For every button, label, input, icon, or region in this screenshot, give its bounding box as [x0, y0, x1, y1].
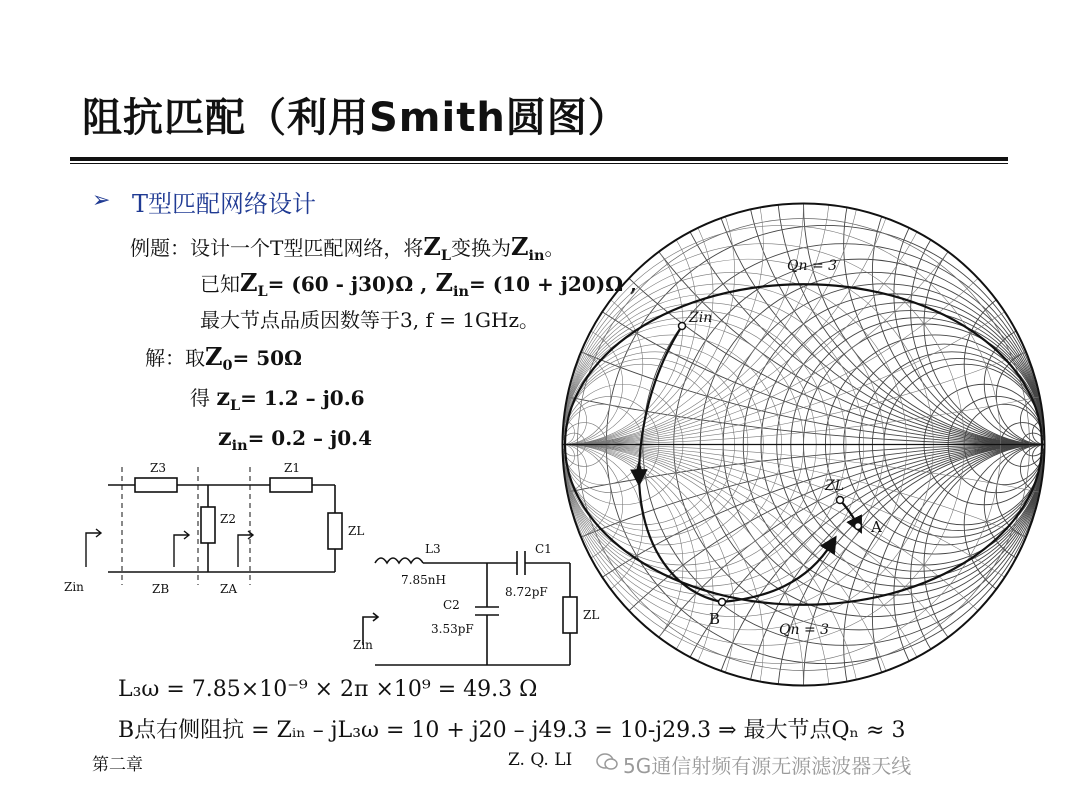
example-period: 。 [544, 236, 565, 260]
example-prompt: 例题：设计一个T型匹配网络，将 [130, 236, 424, 260]
zl-given-value: = (60 - j30)Ω , [267, 272, 428, 296]
chapter-label: 第二章 [92, 755, 143, 775]
solution-line-1: 解：取$Z_0= 50\Omega$ [145, 342, 302, 375]
title-rule-thin [70, 163, 1008, 164]
zin-symbol: Z [511, 232, 529, 261]
c2-label: C2 [443, 598, 460, 612]
c1-label: C1 [535, 542, 552, 556]
equation-b-impedance: B点右侧阻抗 = Zᵢₙ – jL₃ω = 10 + j20 – j49.3 = 10-j29.3 ⇒ 最大节点Qₙ ≈ 3 [118, 718, 906, 743]
a-point-label: A [871, 518, 882, 536]
reactance-circle [894, 143, 1080, 444]
zin-point-label: Zin [689, 310, 713, 326]
z2-label: Z2 [220, 512, 236, 526]
susceptance-circle [81, 0, 1045, 445]
l3-label: L3 [425, 542, 441, 556]
za-label: ZA [220, 582, 238, 596]
c2-value: 3.53pF [431, 622, 474, 636]
example-transform-text: 变换为 [451, 236, 511, 260]
reactance-circle [241, 0, 1080, 445]
wechat-icon [596, 752, 618, 772]
l3-value: 7.85nH [401, 573, 446, 587]
zl-label: ZL [348, 524, 365, 538]
b-point-label: B [709, 610, 721, 628]
susceptance-circle [218, 0, 907, 445]
zin-label: Zin [64, 580, 84, 594]
z1-label: Z1 [284, 461, 300, 475]
reactance-circle [924, 204, 1080, 445]
q-top-label: Qn = 3 [787, 258, 838, 274]
reactance-circle [964, 445, 1080, 606]
c1-value: 8.72pF [505, 585, 548, 599]
solution-label: 解：取 [145, 346, 205, 370]
reactance-circle [894, 445, 1080, 746]
reactance-circle [872, 100, 1080, 444]
lc-zin-label: Zin [353, 638, 373, 652]
example-line-1 [130, 232, 564, 264]
solution-obtain-label: 得 [190, 386, 210, 410]
reactance-circle [743, 0, 1080, 445]
bullet-arrow-icon: ➢ [92, 188, 111, 213]
zin-given-value: = (10 + j20)Ω , [468, 272, 637, 296]
solution-line-3: $z_{in}= 0.2 - j0.4$ [218, 422, 373, 455]
point-a [855, 523, 862, 530]
reactance-circle [700, 0, 1080, 445]
reactance-circle [964, 284, 1080, 445]
zl-point-label: ZL [825, 478, 845, 494]
example-line-2: 已知$Z_L= (60 - j30)\Omega$ , $Z_{in}= (10 + j20)\Omega$ , [200, 268, 637, 301]
zl-normalized: = 1.2 – j0.6 [240, 386, 365, 410]
smith-chart [557, 198, 1050, 691]
lc-zl-label: ZL [583, 608, 600, 622]
zb-label: ZB [152, 582, 170, 596]
zin-subscript: in [528, 247, 545, 265]
section-heading: T型匹配网络设计 [132, 190, 317, 218]
title-rule-thick [70, 157, 1008, 161]
q-bottom-label: Qn = 3 [779, 622, 830, 638]
watermark-text: 5G通信射频有源无源滤波器天线 [623, 754, 912, 778]
susceptance-circle [322, 0, 804, 445]
z3-label: Z3 [150, 461, 166, 475]
point-zin [679, 323, 686, 330]
t-network-diagram [60, 455, 380, 605]
zl-subscript: L [440, 247, 451, 265]
reactance-circle [844, 43, 1080, 445]
author-label: Z. Q. LI [508, 750, 573, 770]
z0-subscript: 0 [222, 357, 233, 375]
zin-normalized: = 0.2 – j0.4 [247, 426, 373, 450]
reactance-circle [924, 445, 1080, 686]
reactance-circle [563, 0, 1080, 445]
susceptance-circle [261, 0, 864, 445]
zl-symbol: Z [423, 232, 441, 261]
equation-l3-reactance: L₃ω = 7.85×10⁻⁹ × 2π ×10⁹ = 49.3 Ω [118, 677, 538, 702]
point-b [719, 599, 726, 606]
example-line-3: 最大节点品质因数等于3, f = 1GHz。 [200, 308, 539, 332]
z0-value: = 50Ω [232, 346, 302, 370]
known-label: 已知 [200, 272, 240, 296]
page-title: 阻抗匹配（利用Smith圆图） [82, 95, 629, 141]
susceptance-circle [295, 0, 831, 445]
point-zl [837, 497, 844, 504]
solution-line-2: 得 $z_L= 1.2 - j0.6$ [190, 382, 365, 415]
